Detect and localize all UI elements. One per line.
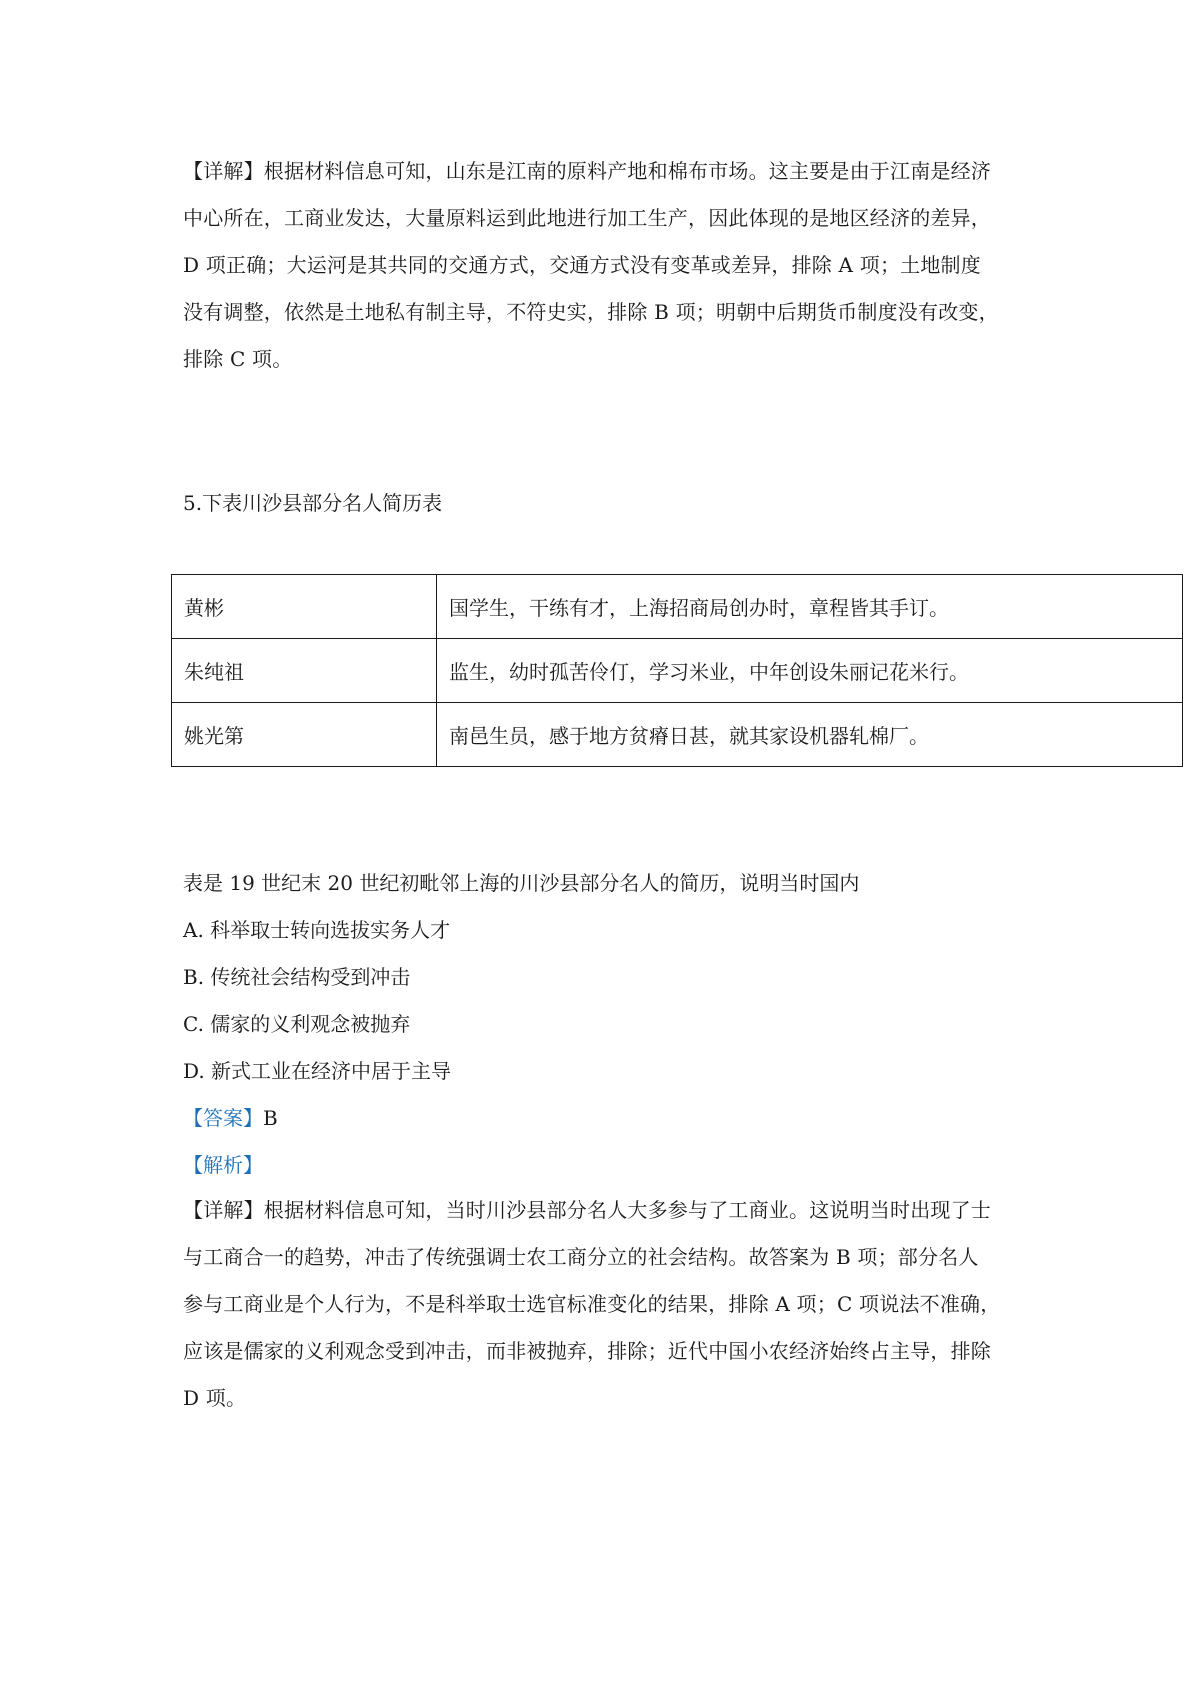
option-c: C. 儒家的义利观念被抛弃 xyxy=(183,1012,411,1036)
explanation-line: 【详解】根据材料信息可知，当时川沙县部分名人大多参与了工商业。这说明当时出现了士 xyxy=(183,1198,991,1222)
question-title: 5.下表川沙县部分名人简历表 xyxy=(183,491,443,515)
previous-explanation xyxy=(183,148,1025,383)
explanation-line: 【详解】根据材料信息可知，山东是江南的原料产地和棉布市场。这主要是由于江南是经济 xyxy=(183,159,991,183)
explanation-line: 应该是儒家的义利观念受到冲击，而非被抛弃，排除；近代中国小农经济始终占主导，排除 xyxy=(183,1339,991,1363)
answer-label: 【答案】 xyxy=(183,1106,263,1130)
answer-value: B xyxy=(263,1106,278,1130)
explanation-line: 排除 C 项。 xyxy=(183,347,293,371)
question5-explanation xyxy=(183,1187,1025,1422)
table-cell-name: 朱纯祖 xyxy=(172,639,437,703)
explanation-line: 参与工商业是个人行为，不是科举取士选官标准变化的结果，排除 A 项；C 项说法不准确， xyxy=(183,1292,1001,1316)
table-row xyxy=(172,575,1183,639)
explanation-line: D 项正确；大运河是其共同的交通方式，交通方式没有变革或差异，排除 A 项；土地制度 xyxy=(183,253,981,277)
option-d: D. 新式工业在经济中居于主导 xyxy=(183,1059,452,1083)
option-a: A. 科举取士转向选拔实务人才 xyxy=(183,918,451,942)
table-cell-name: 黄彬 xyxy=(172,575,437,639)
explanation-line: 与工商合一的趋势，冲击了传统强调士农工商分立的社会结构。故答案为 B 项；部分名人 xyxy=(183,1245,979,1269)
explanation-line: 中心所在，工商业发达，大量原料运到此地进行加工生产，因此体现的是地区经济的差异， xyxy=(183,206,991,230)
analysis-label: 【解析】 xyxy=(183,1153,263,1177)
explanation-line: 没有调整，依然是土地私有制主导，不符史实，排除 B 项；明朝中后期货币制度没有改变， xyxy=(183,300,999,324)
table-cell-bio: 监生，幼时孤苦伶仃，学习米业，中年创设朱丽记花米行。 xyxy=(437,639,1183,703)
question-stem: 表是 19 世纪末 20 世纪初毗邻上海的川沙县部分名人的简历，说明当时国内 xyxy=(183,871,860,895)
table-cell-bio: 南邑生员，感于地方贫瘠日甚，就其家设机器轧棉厂。 xyxy=(437,703,1183,767)
table-row xyxy=(172,703,1183,767)
table-cell-bio: 国学生，干练有才，上海招商局创办时，章程皆其手订。 xyxy=(437,575,1183,639)
answer xyxy=(183,1104,278,1132)
explanation-line: D 项。 xyxy=(183,1386,247,1410)
biography-table xyxy=(171,574,1183,767)
table-cell-name: 姚光第 xyxy=(172,703,437,767)
table-row xyxy=(172,639,1183,703)
option-b: B. 传统社会结构受到冲击 xyxy=(183,965,411,989)
